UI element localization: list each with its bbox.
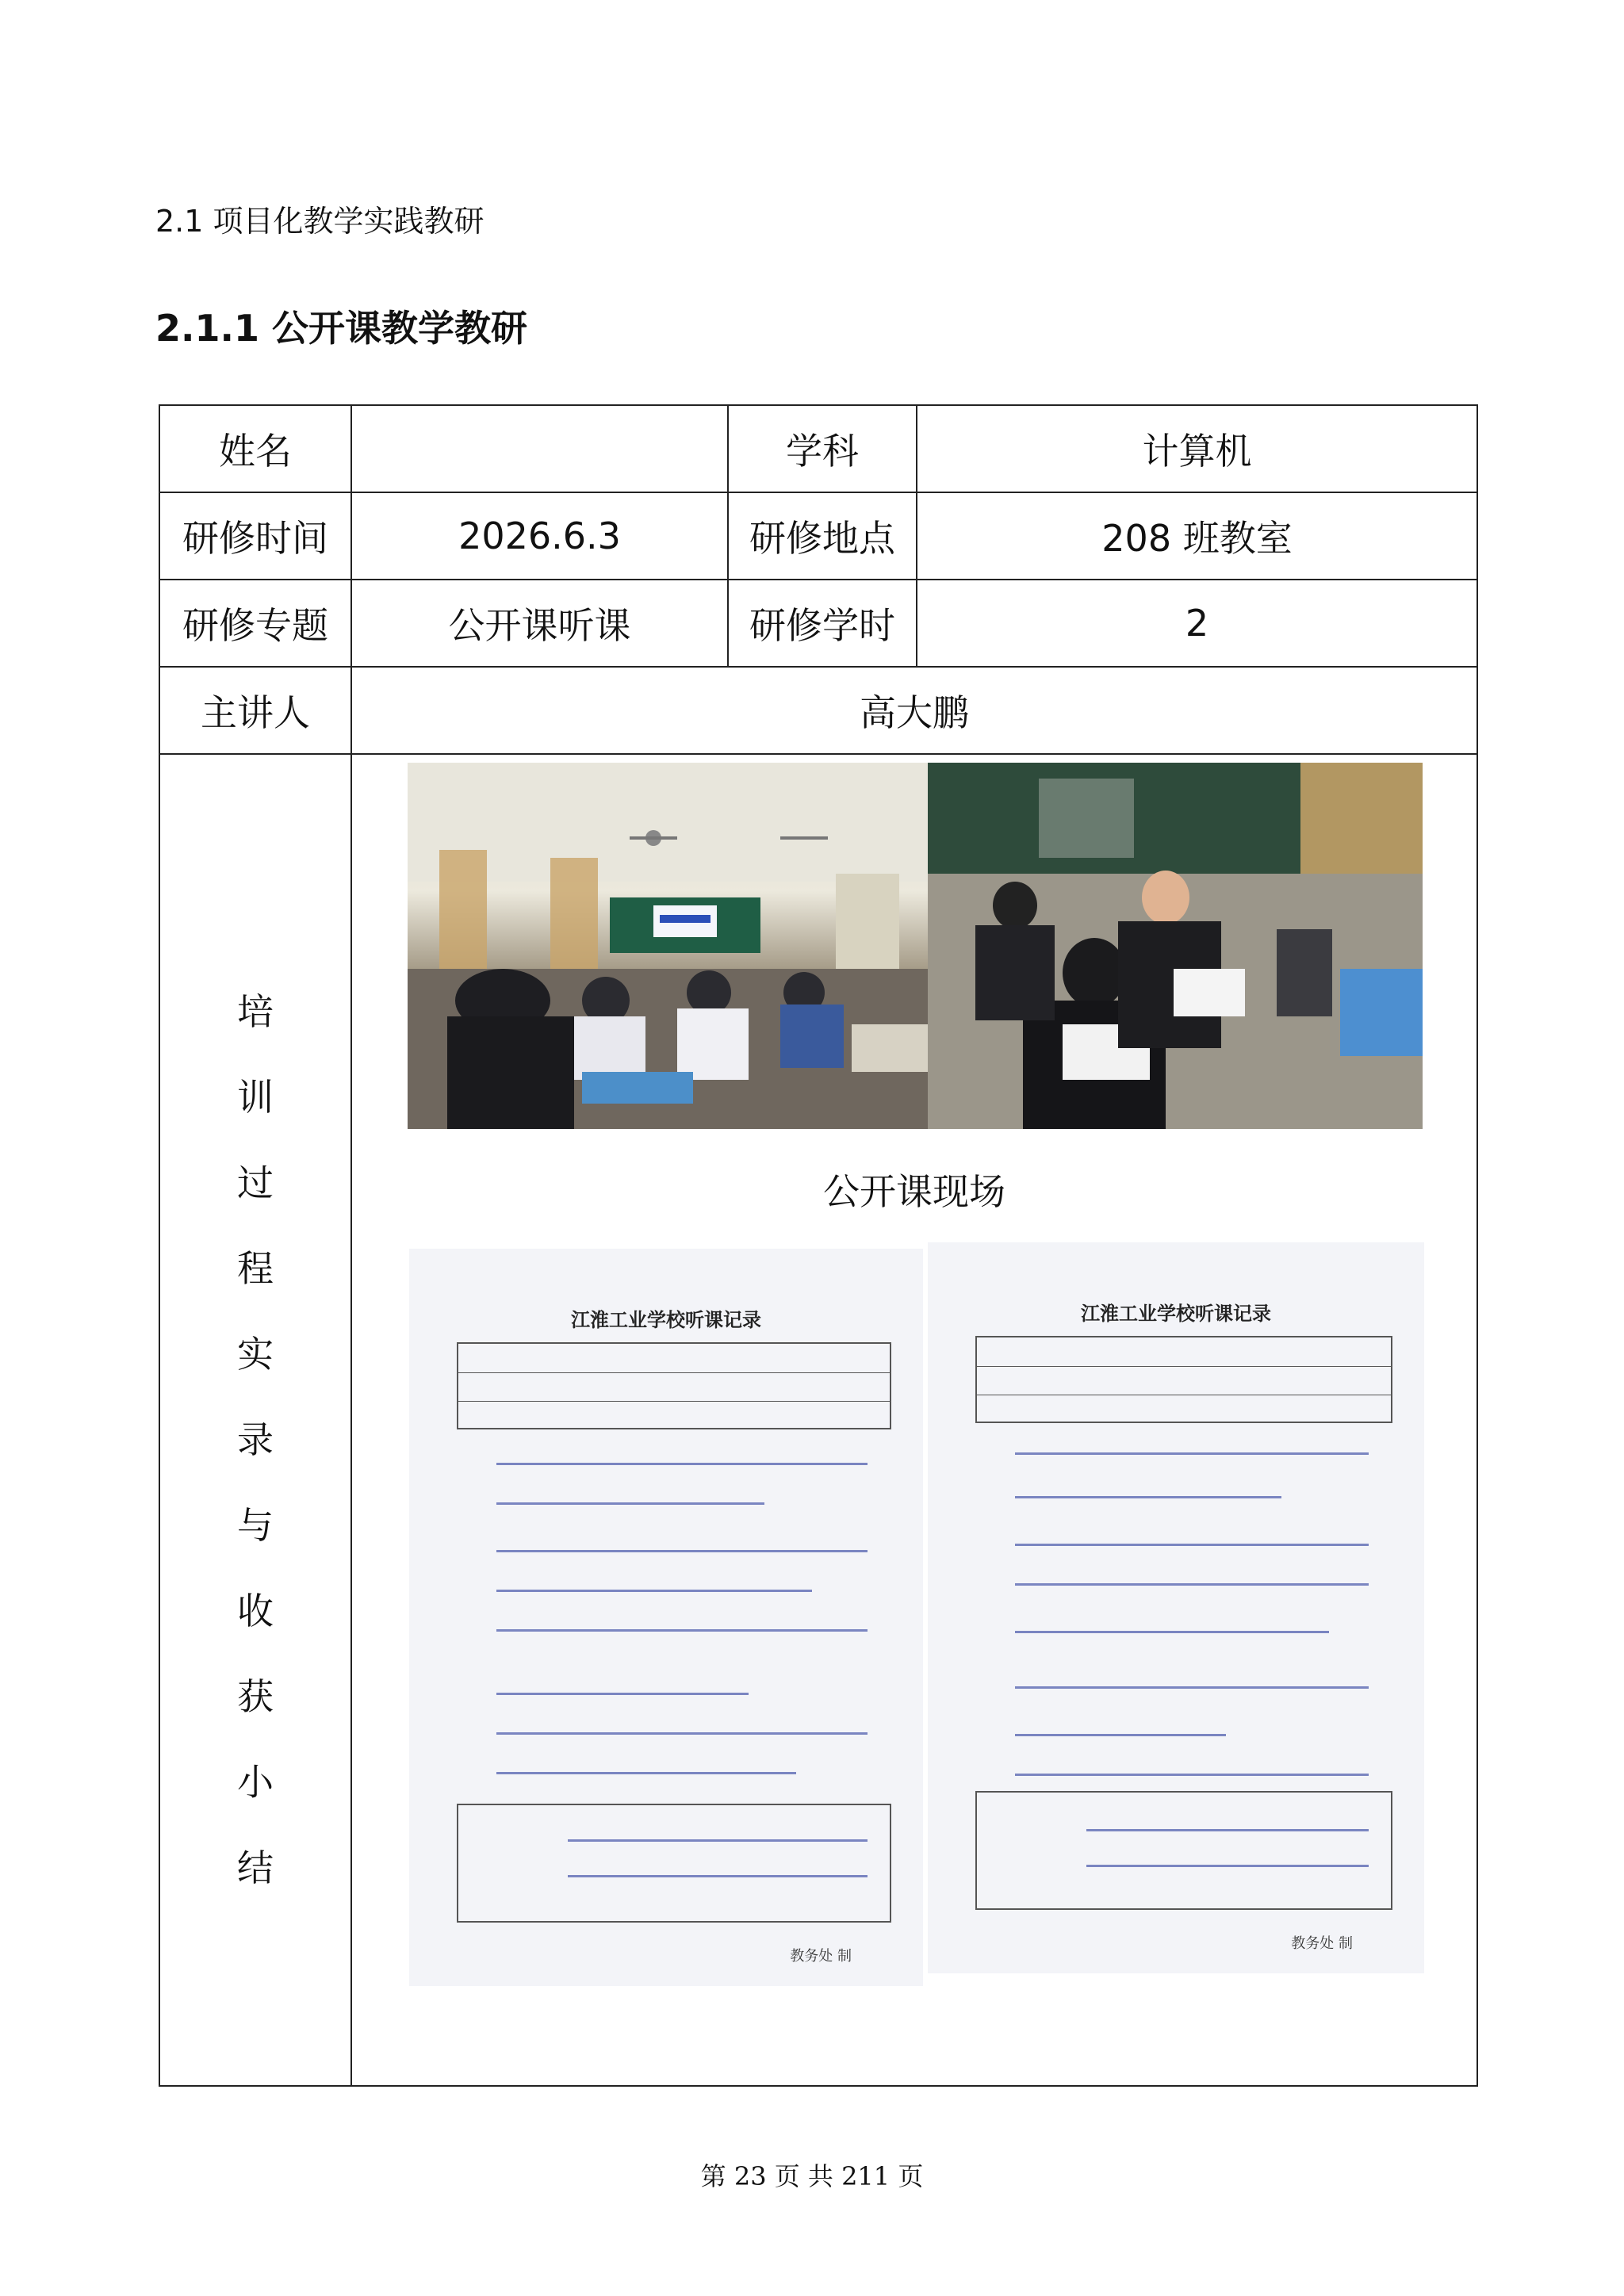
subject-value: 计算机 <box>917 405 1477 492</box>
process-label: 培 训 过 程 实 录 与 收 获 小 结 <box>237 990 274 1889</box>
name-label: 姓名 <box>159 405 351 492</box>
observation-record-scan <box>928 1242 1424 1973</box>
hours-label: 研修学时 <box>728 580 917 667</box>
page-number: 第 23 页 共 211 页 <box>700 2161 924 2191</box>
scan-title: 江淮工业学校听课记录 <box>571 1309 761 1331</box>
lesson-photos <box>408 763 1423 1129</box>
scan-header-grid <box>457 1342 891 1429</box>
time-label: 研修时间 <box>159 492 351 580</box>
speaker-value: 高大鹏 <box>351 667 1477 754</box>
topic-label: 研修专题 <box>159 580 351 667</box>
classroom-photo-illustration <box>408 763 928 1129</box>
table-row <box>159 405 1477 492</box>
table-row <box>159 580 1477 667</box>
subject-label: 学科 <box>728 405 917 492</box>
table-row <box>159 754 1477 2086</box>
training-record-table <box>159 404 1478 2087</box>
scan-footer: 教务处 制 <box>1291 1935 1353 1952</box>
table-row <box>159 492 1477 580</box>
name-value <box>351 405 728 492</box>
place-value: 208 班教室 <box>917 492 1477 580</box>
classroom-photo <box>408 763 928 1129</box>
scan-review-box <box>457 1804 891 1923</box>
scan-review-box <box>975 1791 1392 1910</box>
teachers-photo-illustration <box>928 763 1423 1129</box>
subsection-heading: 2.1.1 公开课教学教研 <box>155 307 527 350</box>
process-label-cell <box>159 754 351 2086</box>
photo-caption: 公开课现场 <box>823 1170 1005 1213</box>
teachers-listening-photo <box>928 763 1423 1129</box>
observation-record-scans <box>409 1242 1424 1980</box>
place-label: 研修地点 <box>728 492 917 580</box>
speaker-label: 主讲人 <box>159 667 351 754</box>
scan-header-grid <box>975 1336 1392 1423</box>
section-heading: 2.1 项目化教学实践教研 <box>155 204 485 239</box>
scan-footer: 教务处 制 <box>790 1948 852 1965</box>
topic-value: 公开课听课 <box>351 580 728 667</box>
observation-record-scan <box>409 1249 923 1986</box>
time-value: 2026.6.3 <box>351 492 728 580</box>
table-row <box>159 667 1477 754</box>
process-content-cell <box>351 754 1477 2086</box>
hours-value: 2 <box>917 580 1477 667</box>
scan-title: 江淮工业学校听课记录 <box>1081 1303 1271 1325</box>
